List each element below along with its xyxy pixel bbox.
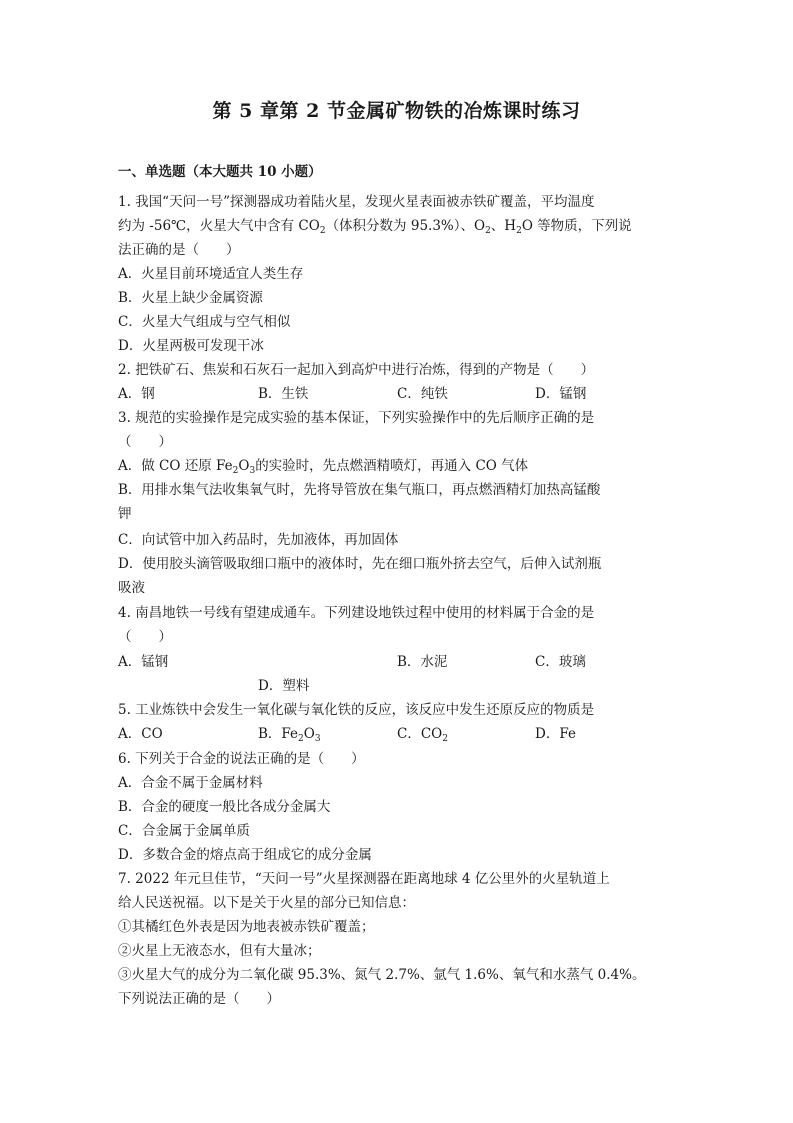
q3-option-a: A．做 CO 还原 $Fe_2O_3$的实验时，先点燃酒精喷灯，再通入 CO 气体 [118,458,529,476]
q7-info-1: ①其橘红色外表是因为地表被赤铁矿覆盖； [118,919,375,935]
q3-option-b-line-1: B．用排水集气法收集氧气时，先将导管放在集气瓶口，再点燃酒精灯加热高锰酸 [118,482,601,498]
q6-option-a: A．合金不属于金属材料 [118,775,263,791]
q2-option-a: A．钢 [118,386,155,402]
q7-stem-line-6: 下列说法正确的是（ ） [118,991,280,1007]
q3-stem-line-2: （ ） [118,434,172,450]
q5-option-d: D．Fe [535,726,576,742]
q6-option-c: C．合金属于金属单质 [118,823,250,839]
q1-option-b: B．火星上缺少金属资源 [118,290,263,306]
q3-option-d-line-2: 吸液 [118,580,145,596]
q6-option-d: D．多数合金的熔点高于组成它的成分金属 [118,847,372,863]
q7-stem-line-1: 7. 2022 年元旦佳节，“天问一号”火星探测器在距离地球 4 亿公里外的火星轨道上 [118,871,610,887]
q5-option-c: C．$CO_2$ [397,726,448,744]
q2-option-c: C．纯铁 [397,386,448,402]
q1-option-d: D．火星两极可发现干冰 [118,338,264,354]
q4-option-d: D．塑料 [258,678,310,694]
q7-info-3: ③火星大气的成分为二氧化碳 95.3%、氮气 2.7%、氩气 1.6%、氧气和水蒸气 0.4%。 [118,967,646,983]
q6-option-b: B．合金的硬度一般比各成分金属大 [118,799,331,815]
q4-option-b: B．水泥 [397,654,448,670]
q3-option-d-line-1: D．使用胶头滴管吸取细口瓶中的液体时，先在细口瓶外挤去空气，后伸入试剂瓶 [118,556,602,572]
q2-option-b: B．生铁 [258,386,309,402]
q1-option-a: A．火星目前环境适宜人类生存 [118,266,304,282]
q1-stem-line-3: 法正确的是（ ） [118,242,240,258]
q1-stem-line-1: 1. 我国“天问一号”探测器成功着陆火星，发现火星表面被赤铁矿覆盖，平均温度 [118,194,595,210]
q6-stem: 6. 下列关于合金的说法正确的是（ ） [118,751,365,767]
q4-stem-line-2: （ ） [118,629,172,645]
q7-stem-line-2: 给人民送祝福。以下是关于火星的部分已知信息： [118,895,415,911]
q2-stem: 2. 把铁矿石、焦炭和石灰石一起加入到高炉中进行冶炼，得到的产物是（ ） [118,362,595,378]
q5-option-a: A．CO [118,726,163,742]
q3-option-b-line-2: 钾 [118,506,132,522]
q5-stem: 5. 工业炼铁中会发生一氧化碳与氧化铁的反应，该反应中发生还原反应的物质是 [118,702,595,718]
section-heading: 一、单选题（本大题共 10 小题） [118,164,322,180]
q4-stem-line-1: 4. 南昌地铁一号线有望建成通车。下列建设地铁过程中使用的材料属于合金的是 [118,605,595,621]
q3-stem-line-1: 3. 规范的实验操作是完成实验的基本保证，下列实验操作中的先后顺序正确的是 [118,410,595,426]
q4-option-c: C．玻璃 [535,654,586,670]
q4-option-a: A．锰钢 [118,654,169,670]
q2-option-d: D．锰钢 [535,386,587,402]
q1-stem-line-2: 约为 -56℃，火星大气中含有 $CO_2$（体积分数为 95.3%）、$O_2$、$H_2O$ 等物质，下列说 [118,218,632,236]
page-title: 第 5 章第 2 节金属矿物铁的冶炼课时练习 [212,100,581,122]
q7-info-2: ②火星上无液态水，但有大量冰； [118,943,321,959]
q1-option-c: C．火星大气组成与空气相似 [118,314,291,330]
q3-option-c: C．向试管中加入药品时，先加液体，再加固体 [118,532,399,548]
q5-option-b: B．$Fe_2O_3$ [258,726,321,744]
